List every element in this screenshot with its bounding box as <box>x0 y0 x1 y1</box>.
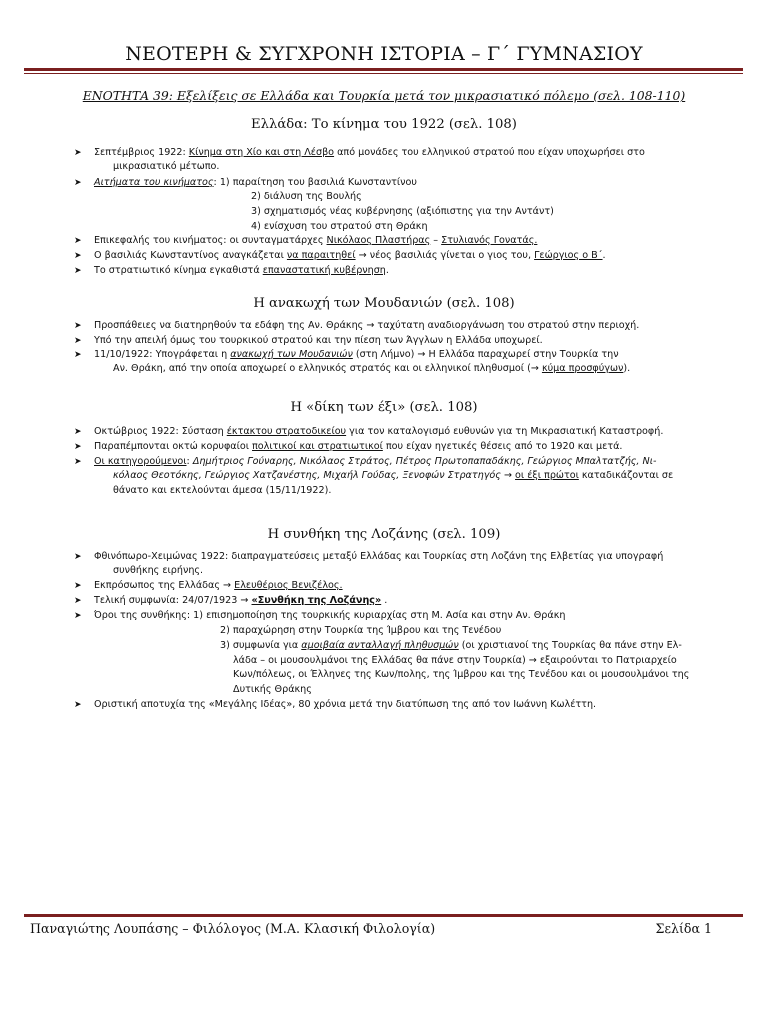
arrowhead-bullet-icon: ➤ <box>74 178 82 188</box>
arrowhead-bullet-icon: ➤ <box>74 552 82 562</box>
list-item: ➤ Τελική συμφωνία: 24/07/1923 → «Συνθήκη της Λοζάνης» . <box>74 595 388 606</box>
page-number: Σελίδα 1 <box>655 921 712 936</box>
arrowhead-bullet-icon: ➤ <box>74 336 82 346</box>
list-item: ➤ Φθινόπωρο-Χειμώνας 1922: διαπραγματεύσεις μεταξύ Ελλάδας και Τουρκίας στη Λοζάνη της Ελβετίας για υπογραφή <box>74 551 664 562</box>
arrowhead-bullet-icon: ➤ <box>74 266 82 276</box>
sub-item: 2) παραχώρηση στην Τουρκία της Ίμβρου και της Τενέδου <box>220 625 502 636</box>
section-heading-kinima: Ελλάδα: Το κίνημα του 1922 (σελ. 108) <box>251 117 517 132</box>
list-item-continuation: συνθήκης ειρήνης. <box>113 565 204 576</box>
list-item-continuation: θάνατο και εκτελούνται άμεσα (15/11/1922). <box>113 485 332 496</box>
arrowhead-bullet-icon: ➤ <box>74 251 82 261</box>
list-item: ➤ Αιτήματα του κινήματος: 1) παραίτηση του βασιλιά Κωνσταντίνου <box>74 177 417 188</box>
list-item: ➤ Προσπάθειες να διατηρηθούν τα εδάφη της Αν. Θράκης → ταχύτατη αναδιοργάνωση του στρατού στην περιοχή. <box>74 320 640 331</box>
list-item: ➤ Επικεφαλής του κινήματος: οι συνταγματάρχες Νικόλαος Πλαστήρας – Στυλιανός Γονατάς. <box>74 235 538 246</box>
page-title: ΝΕΟΤΕΡΗ & ΣΥΓΧΡΟΝΗ ΙΣΤΟΡΙΑ – Γ΄ ΓΥΜΝΑΣΙΟΥ <box>125 43 643 65</box>
arrowhead-bullet-icon: ➤ <box>74 236 82 246</box>
list-item: ➤ Οριστική αποτυχία της «Μεγάλης Ιδέας», 80 χρόνια μετά την διατύπωση της από τον Ιωάννη Κωλέττη. <box>74 699 597 710</box>
sub-item-continuation: Κων/πόλεως, οι Έλληνες της Κων/πολης, της Ίμβρου και της Τενέδου και οι μουσουλμάνοι της <box>233 669 690 680</box>
list-item: ➤ Οι κατηγορούμενοι: Δημήτριος Γούναρης, Νικόλαος Στράτος, Πέτρος Πρωτοπαπαδάκης, Γεώργιος Μπαλτατζής, Νι- <box>74 456 657 467</box>
arrowhead-bullet-icon: ➤ <box>74 611 82 621</box>
list-item: ➤ Οκτώβριος 1922: Σύσταση έκτακτου στρατοδικείου για τον καταλογισμό ευθυνών για τη Μικρασιατική Καταστροφή. <box>74 426 664 437</box>
arrowhead-bullet-icon: ➤ <box>74 457 82 467</box>
arrowhead-bullet-icon: ➤ <box>74 321 82 331</box>
sub-item-continuation: Δυτικής Θράκης <box>233 684 312 695</box>
sub-item: 3) σχηματισμός νέας κυβέρνησης (αξιόπιστης για την Αντάντ) <box>251 206 554 217</box>
list-item-continuation: μικρασιατικό μέτωπο. <box>113 161 220 172</box>
list-item: ➤ Ο βασιλιάς Κωνσταντίνος αναγκάζεται να παραιτηθεί → νέος βασιλιάς γίνεται ο γιος του, Γεώργιος ο Β΄. <box>74 250 606 261</box>
arrowhead-bullet-icon: ➤ <box>74 581 82 591</box>
arrowhead-bullet-icon: ➤ <box>74 442 82 452</box>
list-item: ➤ Όροι της συνθήκης: 1) επισημοποίηση της τουρκικής κυριαρχίας στη Μ. Ασία και στην Αν. Θράκη <box>74 610 566 621</box>
header-rule <box>24 68 743 71</box>
arrowhead-bullet-icon: ➤ <box>74 350 82 360</box>
list-item-continuation: Αν. Θράκη, από την οποία αποχωρεί ο ελληνικός στρατός και οι ελληνικοί πληθυσμοί (→ κύμα προσφύγων). <box>113 363 631 374</box>
list-item: ➤ Σεπτέμβριος 1922: Κίνημα στη Χίο και στη Λέσβο από μονάδες του ελληνικού στρατού που είχαν υποχωρήσει στο <box>74 147 645 158</box>
list-item: ➤ Υπό την απειλή όμως του τουρκικού στρατού και την πίεση των Άγγλων η Ελλάδα υποχωρεί. <box>74 335 543 346</box>
header-rule-thin <box>24 73 743 74</box>
list-item: ➤ Το στρατιωτικό κίνημα εγκαθιστά επαναστατική κυβέρνηση. <box>74 265 389 276</box>
section-heading-moudania: Η ανακωχή των Μουδανιών (σελ. 108) <box>253 296 515 311</box>
list-item: ➤ Εκπρόσωπος της Ελλάδας → Ελευθέριος Βενιζέλος. <box>74 580 343 591</box>
section-heading-diki: Η «δίκη των έξι» (σελ. 108) <box>290 400 478 415</box>
sub-item-continuation: λάδα – οι μουσουλμάνοι της Ελλάδας θα πάνε στην Τουρκία) → εξαιρούνται το Πατριαρχείο <box>233 655 677 666</box>
arrowhead-bullet-icon: ➤ <box>74 700 82 710</box>
arrowhead-bullet-icon: ➤ <box>74 427 82 437</box>
footer-author: Παναγιώτης Λουπάσης – Φιλόλογος (Μ.Α. Κλασική Φιλολογία) <box>30 921 436 936</box>
sub-item: 2) διάλυση της Βουλής <box>251 191 362 202</box>
sub-item: 3) συμφωνία για αμοιβαία ανταλλαγή πληθυσμών (οι χριστιανοί της Τουρκίας θα πάνε στην Ελ- <box>220 640 682 651</box>
arrowhead-bullet-icon: ➤ <box>74 148 82 158</box>
unit-title: ΕΝΟΤΗΤΑ 39: Εξελίξεις σε Ελλάδα και Τουρκία μετά τον μικρασιατικό πόλεμο (σελ. 108-110) <box>82 88 686 103</box>
sub-item: 4) ενίσχυση του στρατού στη Θράκη <box>251 221 428 232</box>
list-item-continuation: κόλαος Θεοτόκης, Γεώργιος Χατζανέστης, Μιχαήλ Γούδας, Ξενοφών Στρατηγός → οι έξι πρώτοι καταδικάζονται σε <box>113 470 674 481</box>
footer-rule <box>24 914 743 917</box>
arrowhead-bullet-icon: ➤ <box>74 596 82 606</box>
list-item: ➤ 11/10/1922: Υπογράφεται η ανακωχή των Μουδανιών (στη Λήμνο) → Η Ελλάδα παραχωρεί στην Τουρκία την <box>74 349 619 360</box>
section-heading-lozani: Η συνθήκη της Λοζάνης (σελ. 109) <box>267 527 501 542</box>
list-item: ➤ Παραπέμπονται οκτώ κορυφαίοι πολιτικοί και στρατιωτικοί που είχαν ηγετικές θέσεις από το 1920 και μετά. <box>74 441 623 452</box>
